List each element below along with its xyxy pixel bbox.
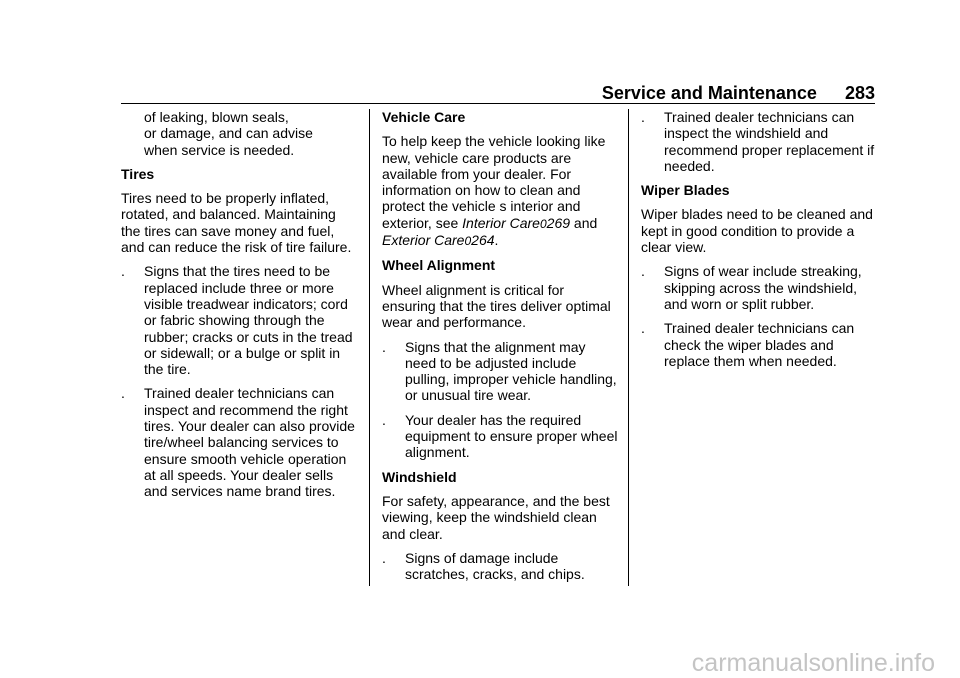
list-item xyxy=(382,550,620,583)
list-item xyxy=(382,339,620,404)
bullet-marker: . xyxy=(641,320,645,337)
continued-line-2: or damage, and can advise xyxy=(144,125,313,142)
column-1 xyxy=(121,109,357,508)
continued-line-3: when service is needed. xyxy=(144,141,295,158)
vehicle-care-heading: Vehicle Care xyxy=(382,109,466,125)
list-item xyxy=(641,320,879,369)
wheel-alignment-heading: Wheel Alignment xyxy=(382,257,496,274)
vehicle-care-paragraph xyxy=(382,133,620,249)
continued-line-1: of leaking, blown seals, xyxy=(144,109,289,125)
interior-care-link[interactable] xyxy=(462,215,570,231)
list-item-text: Signs of damage include scratches, cracks, and chips. xyxy=(405,549,585,583)
vehicle-care-text: To help keep the vehicle looking like new, vehicle care products are available from your dealer. For information on how to clean and protect the vehicle s interior and exterior, see xyxy=(382,133,606,231)
sentence-period: . xyxy=(494,232,499,249)
tires-heading: Tires xyxy=(121,165,155,182)
page-number: 283 xyxy=(844,83,875,103)
exterior-care-page: 264 xyxy=(471,232,495,249)
column-divider-2 xyxy=(628,109,629,586)
bullet-marker: . xyxy=(382,338,386,355)
list-item-text: Trained dealer technicians can inspect and recommend the right tires. Your dealer can also provide tire/wheel balancing services to ensure smooth vehicle operation at all speeds. Your dealer sells and services name brand tires. xyxy=(144,385,355,500)
list-item-text: Trained dealer technicians can inspect the windshield and recommend proper replacement if needed. xyxy=(664,109,875,174)
list-item xyxy=(641,109,879,174)
list-item xyxy=(121,385,357,499)
exterior-care-link[interactable] xyxy=(382,232,495,248)
interior-care-page: 269 xyxy=(546,214,571,231)
list-item xyxy=(121,263,357,377)
list-item-text: Your dealer has the required equipment to ensure proper wheel alignment. xyxy=(405,411,618,461)
exterior-care-link-text: Exterior Care xyxy=(382,232,465,249)
column-3 xyxy=(641,109,879,377)
bullet-marker: . xyxy=(641,263,645,280)
wiper-blades-heading: Wiper Blades xyxy=(641,182,730,199)
continued-bullet-text xyxy=(121,109,357,158)
column-2 xyxy=(382,109,620,590)
tires-paragraph: Tires need to be properly inflated, rotated, and balanced. Maintaining the tires can save money and fuel, and can reduce the risk of tire failure. xyxy=(121,190,352,256)
list-item-text: Trained dealer technicians can check the wiper blades and replace them when needed. xyxy=(664,320,855,369)
wiper-blades-paragraph: Wiper blades need to be cleaned and kept in good condition to provide a clear view. xyxy=(641,206,873,256)
bullet-marker: . xyxy=(641,109,645,125)
watermark: carmanualsonline.info xyxy=(691,649,935,677)
list-item xyxy=(382,412,620,461)
interior-care-link-text: Interior Care xyxy=(462,214,540,231)
list-item-text: Signs that the alignment may need to be adjusted include pulling, improper vehicle handling, or unusual tire wear. xyxy=(405,338,617,404)
list-item xyxy=(641,263,879,312)
wheel-alignment-paragraph: Wheel alignment is critical for ensuring that the tires deliver optimal wear and performance. xyxy=(382,281,611,331)
xref-arrow-icon: 0 xyxy=(464,234,472,249)
xref-arrow-icon: 0 xyxy=(539,216,547,231)
windshield-heading: Windshield xyxy=(382,468,457,485)
column-divider-1 xyxy=(369,109,370,586)
list-item-text: Signs that the tires need to be replaced include three or more visible treadwear indicators; cord or fabric showing through the rubber; cracks or cuts in the tread or sidewall; or a bulge or split in the tire. xyxy=(144,263,353,378)
header-rule xyxy=(121,103,875,104)
bullet-marker: . xyxy=(121,385,125,402)
bullet-marker: . xyxy=(382,549,386,566)
and-text: and xyxy=(573,214,598,231)
section-title: Service and Maintenance xyxy=(601,83,817,103)
windshield-paragraph: For safety, appearance, and the best viewing, keep the windshield clean and clear. xyxy=(382,492,610,542)
page-header xyxy=(0,82,875,104)
bullet-marker: . xyxy=(121,263,125,280)
list-item-text: Signs of wear include streaking, skipping across the windshield, and worn or split rubber. xyxy=(664,263,862,312)
bullet-marker: . xyxy=(382,411,386,428)
